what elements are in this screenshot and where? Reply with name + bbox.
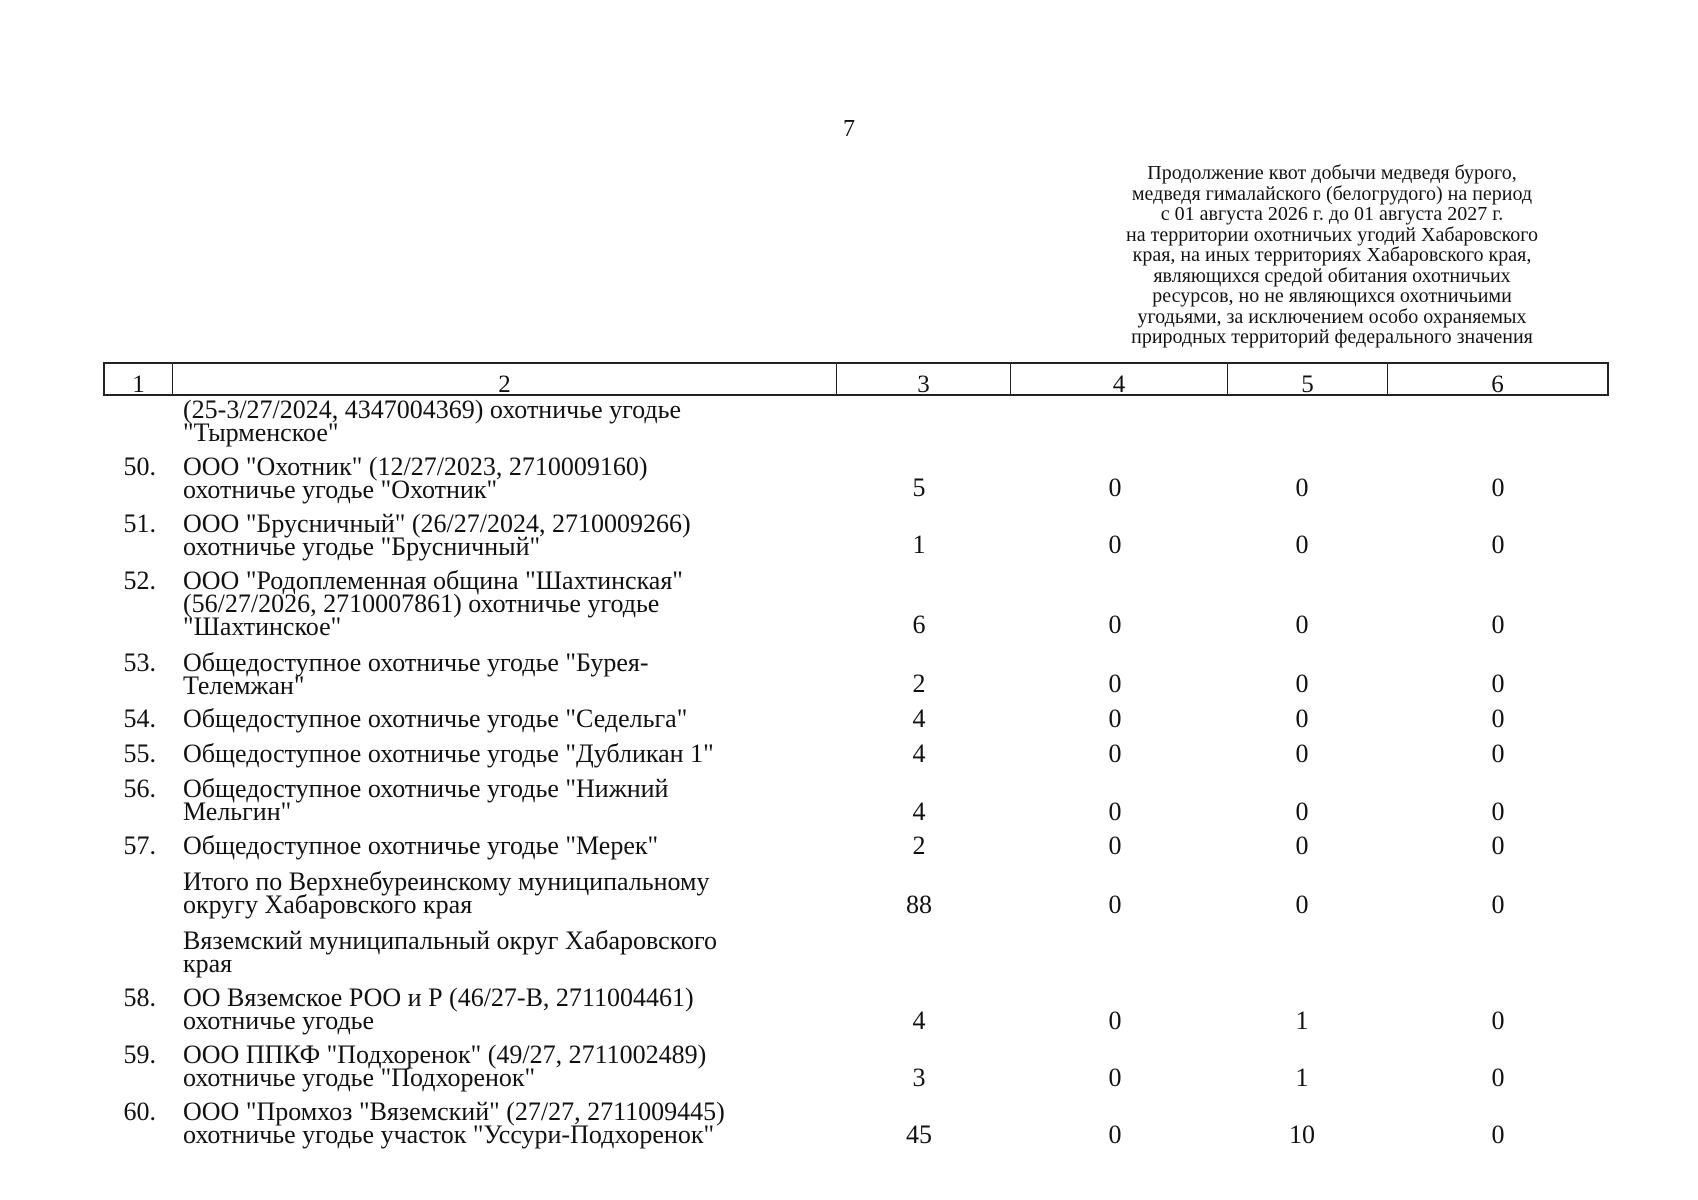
row-name [183,1040,823,1092]
row-name [183,774,823,826]
caption-line: являющихся средой обитания охотничьих [1153,264,1511,287]
row-value-c4: 0 [1108,473,1122,502]
row-value-c4: 0 [1108,890,1122,919]
row-value-c5: 0 [1295,473,1309,502]
row-value-c6: 0 [1491,797,1505,826]
header-cell-2: 2 [173,364,837,394]
row-number: 57. [123,831,156,860]
row-name [183,1097,823,1149]
row-value-c4: 0 [1108,1063,1122,1092]
row-value-c6: 0 [1491,831,1505,860]
row-value-c3: 45 [906,1120,932,1149]
row-name-line: "Тырменское" [183,418,339,447]
row-value-c4: 0 [1108,530,1122,559]
row-value-c4: 0 [1108,831,1122,860]
row-name [183,452,823,504]
row-name-line: Общедоступное охотничье угодье "Мерек" [183,831,659,860]
row-name-line: охотничье угодье [183,1006,375,1035]
row-number: 51. [123,509,156,538]
row-number: 52. [123,566,156,595]
row-name-line: Общедоступное охотничье угодье "Седельга" [183,704,688,733]
row-name-line: Вяземский муниципальный округ Хабаровского [183,926,718,955]
row-name-line: (56/27/2026, 2710007861) охотничье угодье [183,589,660,618]
table-header-row [103,362,1609,396]
row-value-c6: 0 [1491,1063,1505,1092]
row-value-c5: 0 [1295,530,1309,559]
row-value-c4: 0 [1108,669,1122,698]
row-name-line: округу Хабаровского края [183,890,473,919]
row-value-c6: 0 [1491,739,1505,768]
row-number: 54. [123,704,156,733]
row-number: 53. [123,648,156,677]
caption-line: природных территорий федерального значения [1131,326,1533,348]
row-name-line: охотничье угодье "Подхоренок" [183,1063,536,1092]
row-name-line: Итого по Верхнебуреинскому муниципальному [183,867,710,896]
row-value-c5: 0 [1295,669,1309,698]
row-name [183,831,823,860]
row-value-c5: 0 [1295,831,1309,860]
row-name-line: Общедоступное охотничье угодье "Бурея- [183,648,649,677]
row-value-c6: 0 [1491,890,1505,919]
row-name-line: Мельгин" [183,797,292,826]
row-value-c6: 0 [1491,1120,1505,1149]
row-value-c6: 0 [1491,473,1505,502]
row-value-c4: 0 [1108,739,1122,768]
row-number: 60. [123,1097,156,1126]
row-value-c3: 6 [912,610,926,639]
row-value-c3: 1 [912,530,926,559]
row-name [183,926,823,978]
row-name [183,704,823,733]
header-cell-3: 3 [837,364,1011,394]
header-cell-5: 5 [1228,364,1388,394]
caption-line: Продолжение квот добычи медведя бурого, [1147,162,1517,184]
row-value-c3: 4 [912,1006,926,1035]
header-cell-1: 1 [105,364,173,394]
row-value-c5: 0 [1295,739,1309,768]
row-value-c3: 2 [912,831,926,860]
row-name-line: "Шахтинское" [183,612,342,641]
header-cell-6: 6 [1491,371,1504,398]
row-value-c4: 0 [1108,797,1122,826]
row-value-c3: 4 [912,704,926,733]
document-caption [1062,163,1602,348]
row-value-c3: 5 [912,473,926,502]
row-name-line: ООО "Промхоз "Вяземский" (27/27, 2711009445) [183,1097,725,1126]
row-value-c4: 0 [1108,704,1122,733]
row-name [183,648,823,700]
caption-line: с 01 августа 2026 г. до 01 августа 2027 г. [1160,203,1504,225]
row-value-c4: 0 [1108,610,1122,639]
row-value-c6: 0 [1491,530,1505,559]
row-value-c5: 1 [1295,1006,1309,1035]
row-number: 50. [123,452,156,481]
row-value-c5: 0 [1295,797,1309,826]
row-number: 56. [123,774,156,803]
row-number: 58. [123,983,156,1012]
row-number: 55. [123,739,156,768]
row-name [183,983,823,1035]
row-name [183,509,823,561]
header-cell-4: 4 [1011,364,1228,394]
caption-line: медведя гималайского (белогрудого) на период [1131,182,1533,205]
row-name-line: (25-3/27/2024, 4347004369) охотничье угодье [183,395,681,424]
row-name-line: ООО ППКФ "Подхоренок" (49/27, 2711002489) [183,1040,707,1069]
row-name-line: Общедоступное охотничье угодье "Дубликан 1" [183,739,714,768]
row-value-c6: 0 [1491,1006,1505,1035]
row-name-line: ООО "Родоплеменная община "Шахтинская" [183,566,683,595]
row-name-line: края [183,949,233,978]
row-value-c5: 1 [1295,1063,1309,1092]
row-number: 59. [123,1040,156,1069]
row-value-c5: 10 [1289,1120,1315,1149]
row-name-line: охотничье угодье "Брусничный" [183,532,541,561]
row-name-line: Телемжан" [183,671,305,700]
row-name-line: ООО "Охотник" (12/27/2023, 2710009160) [183,452,648,481]
row-value-c3: 4 [912,797,926,826]
row-name-line: ОО Вяземское РОО и Р (46/27-В, 2711004461) [183,983,694,1012]
row-value-c4: 0 [1108,1120,1122,1149]
row-value-c3: 2 [912,669,926,698]
row-value-c3: 88 [906,890,932,919]
row-name-line: охотничье угодье "Охотник" [183,475,498,504]
row-name [183,867,823,919]
row-name-line: ООО "Брусничный" (26/27/2024, 2710009266) [183,509,691,538]
row-value-c5: 0 [1295,890,1309,919]
row-value-c3: 4 [912,739,926,768]
row-name-line: Общедоступное охотничье угодье "Нижний [183,774,669,803]
row-value-c5: 0 [1295,704,1309,733]
row-name [183,566,823,641]
row-name-line: охотничье угодье участок "Уссури-Подхоренок" [183,1120,715,1149]
row-value-c3: 3 [912,1063,926,1092]
row-value-c5: 0 [1295,610,1309,639]
row-value-c6: 0 [1491,669,1505,698]
caption-line: на территории охотничьих угодий Хабаровского [1126,223,1538,246]
caption-line: края, на иных территориях Хабаровского края, [1132,244,1532,266]
row-name [183,395,823,447]
row-value-c6: 0 [1491,610,1505,639]
caption-line: угодьями, за исключением особо охраняемых [1137,305,1527,328]
row-value-c4: 0 [1108,1006,1122,1035]
row-value-c6: 0 [1491,704,1505,733]
page-number: 7 [843,116,855,142]
caption-line: ресурсов, но не являющихся охотничьими [1152,285,1512,307]
row-name [183,739,823,768]
